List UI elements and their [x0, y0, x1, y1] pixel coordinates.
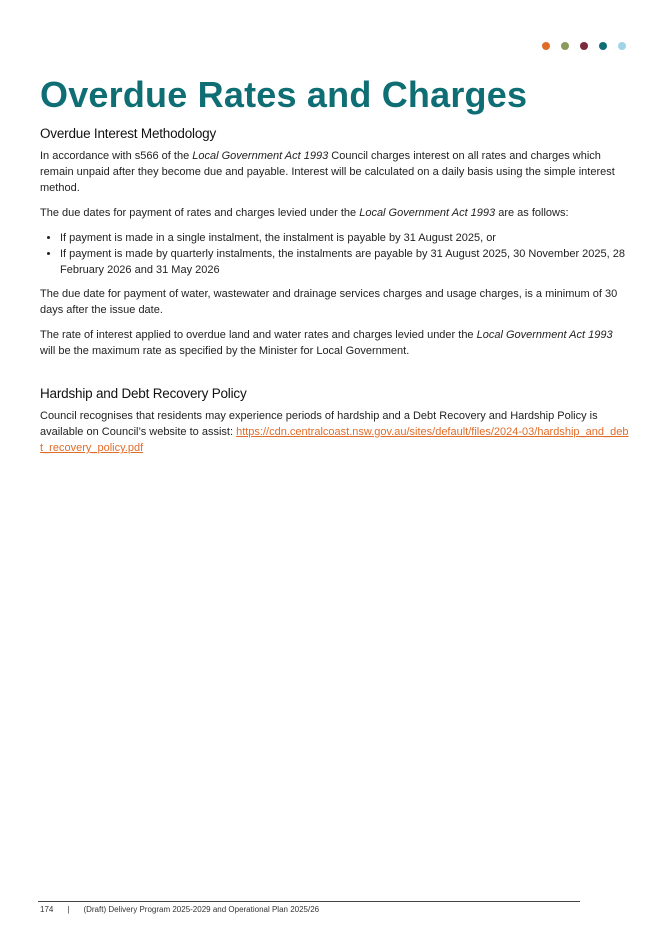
paragraph-interest-intro [40, 148, 630, 196]
decor-dot-lightblue [618, 42, 626, 50]
text: Council recognises that residents may experience periods of hardship and a Debt Recovery and Hardship Policy is available on Council’s website to assist: [40, 410, 598, 438]
section-heading-hardship: Hardship and Debt Recovery Policy [40, 386, 247, 401]
decorative-dots [542, 42, 626, 50]
page-title: Overdue Rates and Charges [40, 74, 528, 115]
decor-dot-olive [561, 42, 569, 50]
page-number: 174 [40, 905, 54, 914]
document-title: (Draft) Delivery Program 2025-2029 and Operational Plan 2025/26 [83, 905, 320, 914]
paragraph-hardship [40, 408, 630, 456]
footer-divider [38, 901, 580, 902]
section-heading-interest: Overdue Interest Methodology [40, 126, 217, 141]
act-name: Local Government Act 1993 [476, 329, 613, 341]
text: The rate of interest applied to overdue land and water rates and charges levied under the [40, 329, 477, 341]
main-content [40, 126, 630, 465]
text: will be the maximum rate as specified by the Minister for Local Government. [40, 345, 410, 357]
spacer [40, 368, 630, 386]
text: In accordance with s566 of the [40, 150, 193, 162]
decor-dot-orange [542, 42, 550, 50]
paragraph-water-charges: The due date for payment of water, wastewater and drainage services charges and usage charges, is a minimum of 30 days after the issue date. [40, 288, 618, 316]
act-name: Local Government Act 1993 [192, 150, 329, 162]
paragraph-due-dates [40, 205, 630, 221]
text: are as follows: [495, 207, 569, 219]
footer-separator: | [67, 905, 70, 914]
policy-link[interactable]: https://cdn.centralcoast.nsw.gov.au/sites/default/files/2024-03/hardship_and_debt_recovery_policy.pdf [40, 426, 629, 454]
decor-dot-maroon [580, 42, 588, 50]
text: The due dates for payment of rates and charges levied under the [40, 207, 360, 219]
list-item: • If payment is made by quarterly instalments, the instalments are payable by 31 August 2025, 30 November 2025, 28 February 2026 and 31 May 2026 [60, 246, 630, 278]
decor-dot-teal [599, 42, 607, 50]
paragraph-interest-rate [40, 327, 630, 359]
list-item: • If payment is made in a single instalment, the instalment is payable by 31 August 2025, or [60, 230, 630, 246]
act-name: Local Government Act 1993 [359, 207, 496, 219]
footer [40, 905, 319, 914]
text: Council charges interest on all rates and charges which remain unpaid after they become due and payable. Interest will be calculated on a daily basis using the simple interest method. [40, 150, 615, 194]
due-dates-list [40, 230, 630, 278]
